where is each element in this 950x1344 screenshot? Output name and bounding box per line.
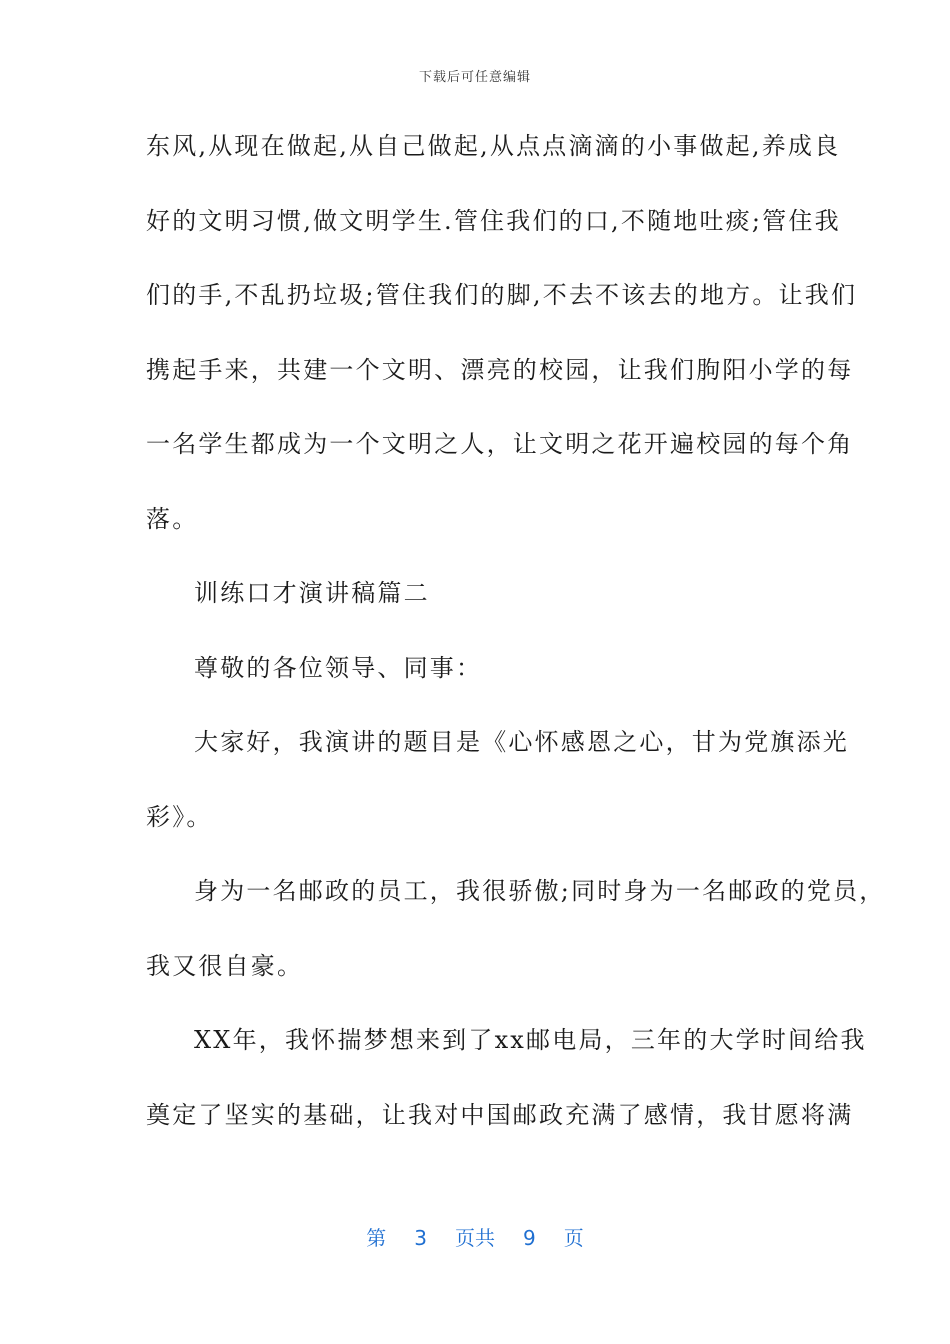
document-body (146, 124, 886, 1167)
paragraph-line: 东风,从现在做起,从自己做起,从点点滴滴的小事做起,养成良 (146, 132, 841, 160)
paragraph-line: 好的文明习惯,做文明学生.管住我们的口,不随地吐痰;管住我 (146, 206, 841, 235)
section-title: 训练口才演讲稿篇二 (194, 579, 430, 607)
page-number-footer (0, 1222, 950, 1251)
paragraph-line: 们的手,不乱扔垃圾;管住我们的脚,不去不该去的地方。让我们 (146, 281, 858, 309)
paragraph-line: 落。 (146, 504, 199, 533)
paragraph-line: 大家好，我演讲的题目是《心怀感恩之心，甘为党旗添光 (194, 728, 849, 756)
paragraph-line: 奠定了坚实的基础，让我对中国邮政充满了感情，我甘愿将满 (146, 1100, 854, 1129)
paragraph-line: 携起手来，共建一个文明、漂亮的校园，让我们朐阳小学的每 (146, 355, 854, 384)
footer-middle: 页共 (455, 1226, 495, 1250)
header-note: 下载后可任意编辑 (418, 70, 531, 85)
paragraph-line: 一名学生都成为一个文明之人，让文明之花开遍校园的每个角 (146, 430, 854, 458)
paragraph-line: 我又很自豪。 (146, 951, 304, 980)
footer-prefix: 第 (366, 1226, 387, 1250)
paragraph-line: XX年，我怀揣梦想来到了xx邮电局，三年的大学时间给我 (194, 1026, 867, 1054)
footer-suffix: 页 (563, 1226, 584, 1250)
paragraph-line: 身为一名邮政的员工，我很骄傲;同时身为一名邮政的党员， (194, 877, 886, 905)
footer-page-number: 3 (414, 1226, 427, 1250)
salutation: 尊敬的各位领导、同事： (194, 653, 483, 682)
paragraph-line: 彩》。 (146, 802, 213, 831)
footer-total-pages: 9 (523, 1226, 536, 1250)
